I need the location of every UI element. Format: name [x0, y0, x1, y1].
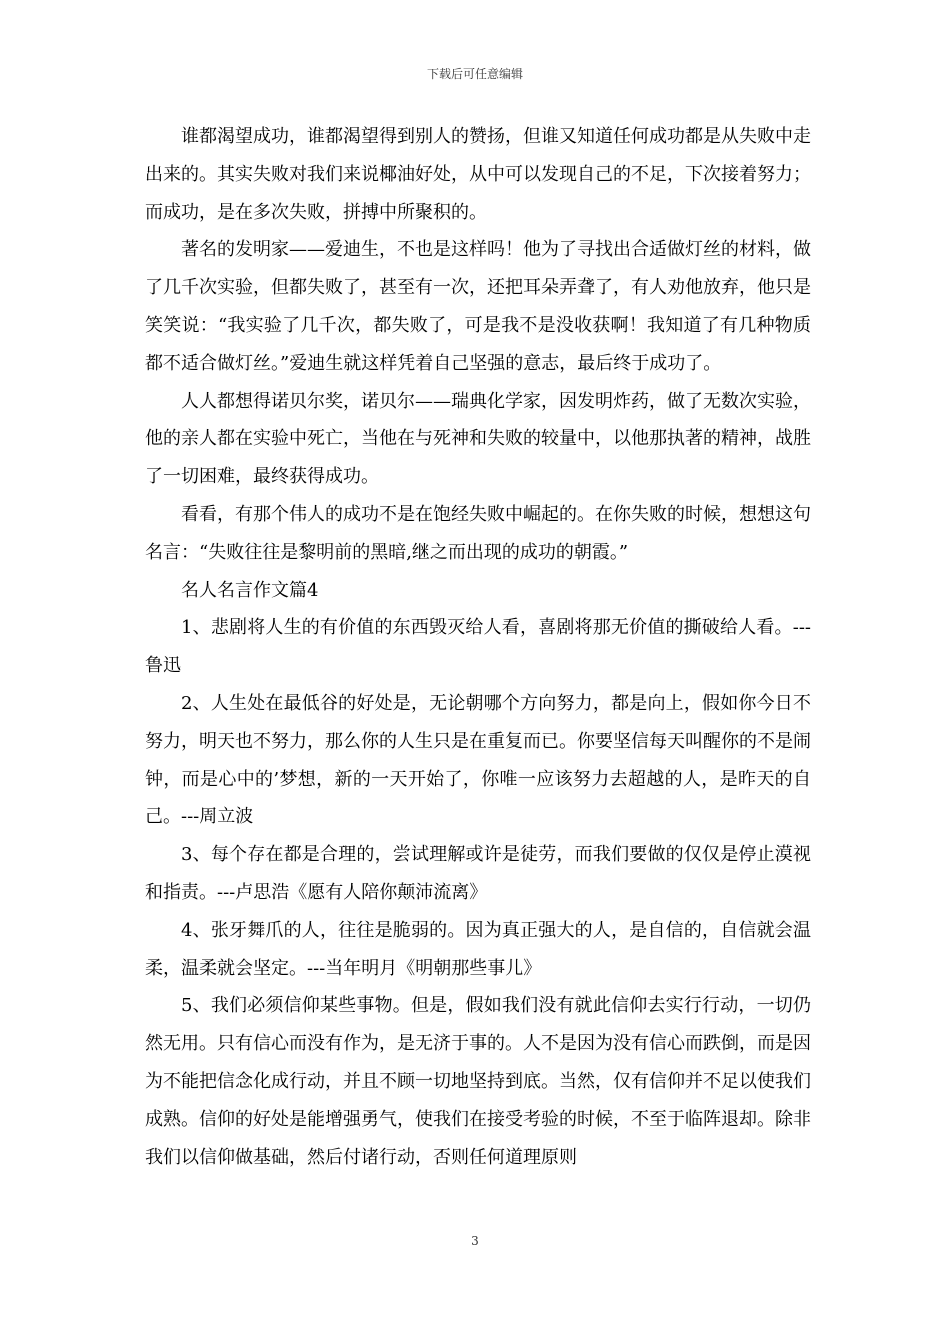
quote-item-3: 3、每个存在都是合理的，尝试理解或许是徒劳，而我们要做的仅仅是停止漠视和指责。---卢思浩《愿有人陪你颠沛流离》 — [145, 844, 811, 903]
quote-item-5: 5、我们必须信仰某些事物。但是，假如我们没有就此信仰去实行行动，一切仍然无用。只有信心而没有作为，是无济于事的。人不是因为没有信心而跌倒，而是因为不能把信念化成行动，并且不顾一切地坚持到底。当然，仅有信仰并不足以使我们成熟。信仰的好处是能增强勇气，使我们在接受考验的时候，不至于临阵退却。除非我们以信仰做基础，然后付诸行动，否则任何道理原则 — [145, 995, 811, 1168]
paragraph-edison: 著名的发明家——爱迪生，不也是这样吗！他为了寻找出合适做灯丝的材料，做了几千次实验，但都失败了，甚至有一次，还把耳朵弄聋了，有人劝他放弃，他只是笑笑说：“我实验了几千次，都失败了，可是我不是没收获啊！我知道了有几种物质都不适合做灯丝。”爱迪生就这样凭着自己坚强的意志，最后终于成功了。 — [145, 239, 811, 374]
paragraph-famous-quote: 看看，有那个伟人的成功不是在饱经失败中崛起的。在你失败的时候，想想这句名言：“失败往往是黎明前的黑暗,继之而出现的成功的朝霞。” — [145, 503, 811, 563]
quote-item-2: 2、人生处在最低谷的好处是，无论朝哪个方向努力，都是向上，假如你今日不努力，明天也不努力，那么你的人生只是在重复而已。你要坚信每天叫醒你的不是闹钟，而是心中的’梦想，新的一天开始了，你唯一应该努力去超越的人，是昨天的自己。---周立波 — [145, 692, 811, 828]
quote-item-1: 1、悲剧将人生的有价值的东西毁灭给人看，喜剧将那无价值的撕破给人看。---鲁迅 — [145, 617, 811, 677]
document-body — [145, 118, 811, 1176]
section-heading: 名人名言作文篇4 — [181, 579, 319, 601]
page-number: 3 — [471, 1234, 479, 1248]
quote-item-4: 4、张牙舞爪的人，往往是脆弱的。因为真正强大的人，是自信的，自信就会温柔，温柔就会坚定。---当年明月《明朝那些事儿》 — [145, 919, 811, 979]
paragraph-failure-success: 谁都渴望成功，谁都渴望得到别人的赞扬，但谁又知道任何成功都是从失败中走出来的。其实失败对我们来说椰油好处，从中可以发现自己的不足，下次接着努力；而成功，是在多次失败，拼搏中所聚积的。 — [145, 126, 811, 223]
page-header: 下载后可任意编辑 — [426, 67, 523, 81]
paragraph-nobel: 人人都想得诺贝尔奖，诺贝尔——瑞典化学家，因发明炸药，做了无数次实验，他的亲人都在实验中死亡，当他在与死神和失败的较量中，以他那执著的精神，战胜了一切困难，最终获得成功。 — [145, 390, 811, 488]
